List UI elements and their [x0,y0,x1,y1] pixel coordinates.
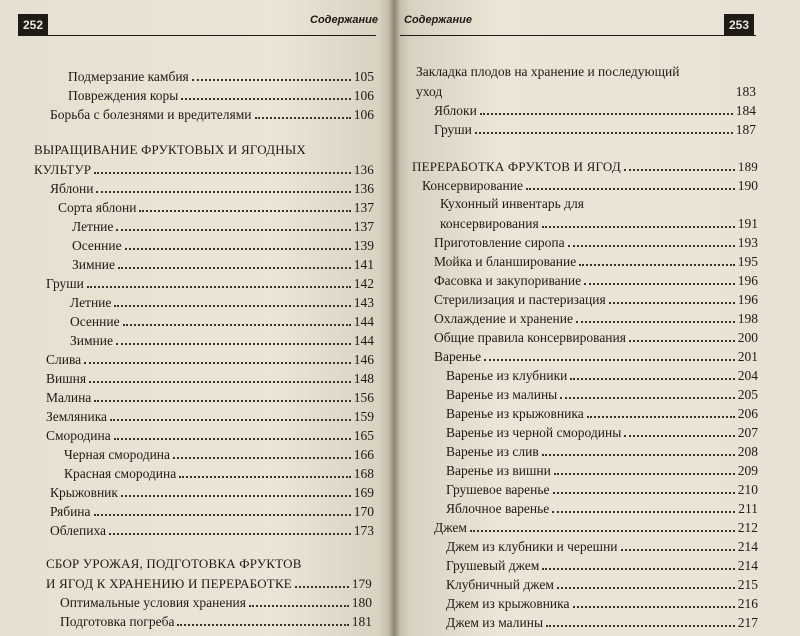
toc-entry: Красная смородина 168 [64,466,374,481]
toc-entry: Джем из крыжовника 216 [446,596,758,611]
toc-section-heading: СБОР УРОЖАЯ, ПОДГОТОВКА ФРУКТОВ [46,556,302,571]
right-toc [394,0,800,636]
toc-entry: Джем из малины 217 [446,615,758,630]
left-toc [0,0,394,636]
toc-entry: Клубничный джем 215 [446,577,758,592]
toc-entry: Варенье 201 [434,349,758,364]
toc-entry: Варенье из вишни 209 [446,463,758,478]
toc-entry: Стерилизация и пастеризация 196 [434,292,758,307]
toc-entry: Малина 156 [46,390,374,405]
toc-entry: Варенье из черной смородины 207 [446,425,758,440]
left-page-number: 252 [18,14,48,36]
toc-entry: Облепиха 173 [50,523,374,538]
toc-entry: ПЕРЕРАБОТКА ФРУКТОВ И ЯГОД 189 [412,159,758,174]
toc-entry: Груши 187 [434,122,756,137]
left-running-head: Содержание [310,14,378,26]
toc-entry: Оптимальные условия хранения 180 [60,595,372,610]
toc-entry: Крыжовник 169 [50,485,374,500]
toc-entry: Слива 146 [46,352,374,367]
toc-entry: уход 183 [416,84,756,99]
toc-entry: Летние 137 [72,219,374,234]
toc-entry: консервирования 191 [440,216,758,231]
toc-entry: Консервирование 190 [422,178,758,193]
toc-entry: Черная смородина 166 [64,447,374,462]
toc-entry: Приготовление сиропа 193 [434,235,758,250]
toc-section-heading: ВЫРАЩИВАНИЕ ФРУКТОВЫХ И ЯГОДНЫХ [34,142,306,157]
toc-entry-line: Кухонный инвентарь для [440,196,584,211]
toc-entry: Смородина 165 [46,428,374,443]
toc-entry: Подготовка погреба 181 [60,614,372,629]
toc-entry: Джем из клубники и черешни 214 [446,539,758,554]
toc-entry: Земляника 159 [46,409,374,424]
toc-entry: Повреждения коры 106 [68,88,374,103]
toc-entry: И ЯГОД К ХРАНЕНИЮ И ПЕРЕРАБОТКЕ 179 [46,576,372,591]
toc-entry: Борьба с болезнями и вредителями 106 [50,107,374,122]
toc-entry: Общие правила консервирования 200 [434,330,758,345]
toc-entry: Яблочное варенье 211 [446,501,758,516]
toc-entry: Летние 143 [70,295,374,310]
toc-entry: Яблони 136 [50,181,374,196]
toc-entry: Грушевое варенье 210 [446,482,758,497]
right-running-head: Содержание [404,14,472,26]
toc-entry: Зимние 141 [72,257,374,272]
toc-entry: Рябина 170 [50,504,374,519]
toc-entry: Осенние 144 [70,314,374,329]
right-page [394,0,800,636]
toc-entry: Джем 212 [434,520,758,535]
toc-entry: Зимние 144 [70,333,374,348]
toc-entry: Сорта яблони 137 [58,200,374,215]
toc-entry: Варенье из слив 208 [446,444,758,459]
left-page [0,0,394,636]
book-gutter [388,0,400,636]
toc-entry: Осенние 139 [72,238,374,253]
toc-entry: Варенье из малины 205 [446,387,758,402]
toc-entry: Фасовка и закупоривание 196 [434,273,758,288]
toc-entry: Подмерзание камбия 105 [68,69,374,84]
toc-entry: Грушевый джем 214 [446,558,758,573]
toc-entry: Яблоки 184 [434,103,756,118]
toc-entry: Охлаждение и хранение 198 [434,311,758,326]
right-page-number: 253 [724,14,754,36]
toc-entry: КУЛЬТУР 136 [34,162,374,177]
toc-entry-line: Закладка плодов на хранение и последующий [416,64,680,79]
toc-entry: Варенье из клубники 204 [446,368,758,383]
toc-entry: Мойка и бланширование 195 [434,254,758,269]
toc-entry: Варенье из крыжовника 206 [446,406,758,421]
toc-entry: Вишня 148 [46,371,374,386]
toc-entry: Груши 142 [46,276,374,291]
